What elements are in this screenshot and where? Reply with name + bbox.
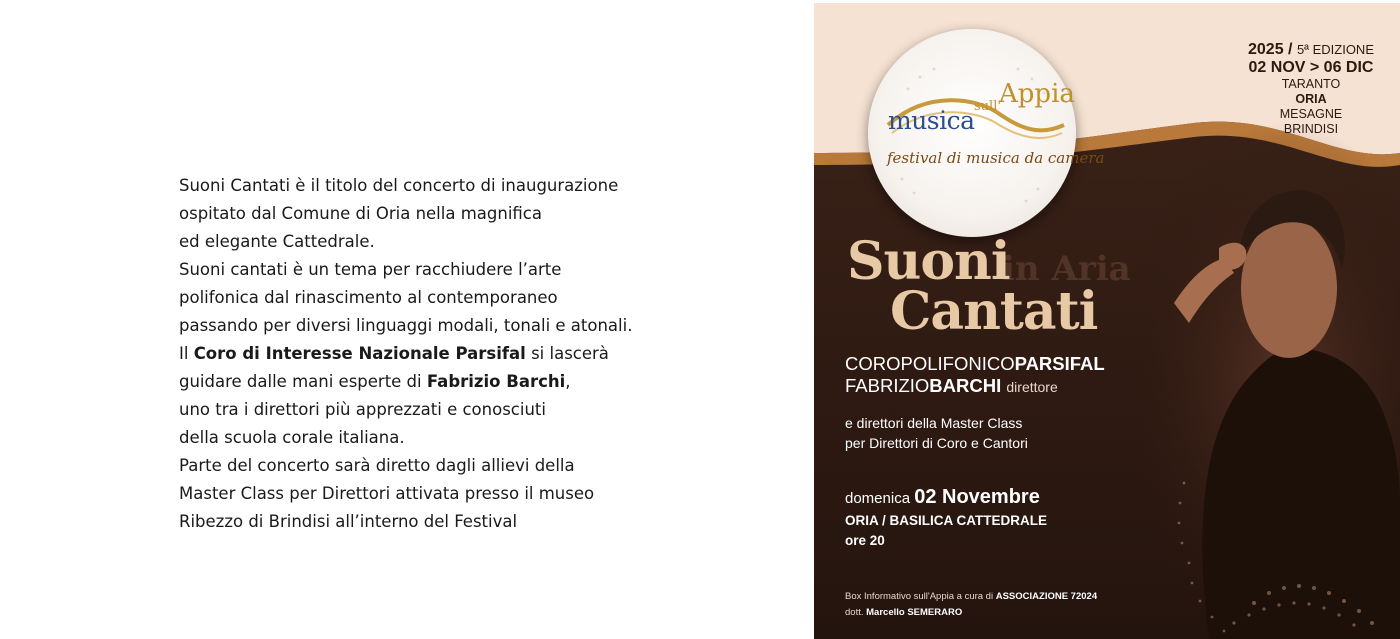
director-line: FABRIZIOBARCHI direttore xyxy=(845,375,1058,396)
edition-year: 2025 / xyxy=(1248,41,1293,58)
edition-dates: 02 NOV > 06 DIC xyxy=(1248,59,1374,76)
event-poster xyxy=(814,3,1400,639)
logo-musica: musica xyxy=(888,106,975,135)
event-place: ORIA / BASILICA CATTEDRALE ore 20 xyxy=(845,513,1047,548)
article-line: Ribezzo di Brindisi all’interno del Festival xyxy=(179,512,518,531)
article-line: Master Class per Direttori attivata presso il museo xyxy=(179,484,595,503)
title-line-1: Suoni xyxy=(847,231,1010,292)
article-line: passando per diversi linguaggi modali, tonali e atonali. xyxy=(179,316,633,335)
logo-subtitle: festival di musica da camera xyxy=(887,149,1105,167)
article-line: Suoni cantati è un tema per racchiudere l’arte xyxy=(179,260,562,279)
article-line: guidare dalle mani esperte di Fabrizio Barchi, xyxy=(179,372,571,391)
article-text xyxy=(179,172,779,536)
choir-name: Coro di Interesse Nazionale Parsifal xyxy=(193,344,526,363)
logo-sull: sull' xyxy=(974,99,1001,114)
poster-footer: Box Informativo sull'Appia a cura di ASSOCIAZIONE 72024 dott. Marcello SEMERARO xyxy=(845,591,1098,618)
city: ORIA xyxy=(1295,92,1327,106)
article-line: uno tra i direttori più apprezzati e conosciuti xyxy=(179,400,546,419)
title-line-2: Cantati xyxy=(890,281,1098,342)
masterclass-info: e direttori della Master Class per Direttori di Coro e Cantori xyxy=(845,415,1028,451)
city: TARANTO xyxy=(1281,77,1341,91)
city: MESAGNE xyxy=(1279,107,1343,121)
edition-number: 5ª EDIZIONE xyxy=(1296,42,1374,57)
choir-line: COROPOLIFONICOPARSIFAL xyxy=(845,353,1105,374)
article-line: ospitato dal Comune di Oria nella magnifica xyxy=(179,204,542,223)
article-line: ed elegante Cattedrale. xyxy=(179,232,375,251)
city: BRINDISI xyxy=(1283,122,1339,136)
article-line: Parte del concerto sarà diretto dagli allievi della xyxy=(179,456,575,475)
article-line: polifonica dal rinascimento al contemporaneo xyxy=(179,288,558,307)
article-line: Il Coro di Interesse Nazionale Parsifal si lascerà xyxy=(179,344,609,363)
article-line: della scuola corale italiana. xyxy=(179,428,405,447)
event-date: domenica 02 Novembre xyxy=(845,486,1040,508)
director-name: Fabrizio Barchi xyxy=(426,372,566,391)
title-ghost: in Aria xyxy=(1002,249,1131,289)
article-line: Suoni Cantati è il titolo del concerto di inaugurazione xyxy=(179,176,619,195)
logo-appia: Appia xyxy=(999,79,1075,109)
edition-info xyxy=(1248,41,1374,137)
